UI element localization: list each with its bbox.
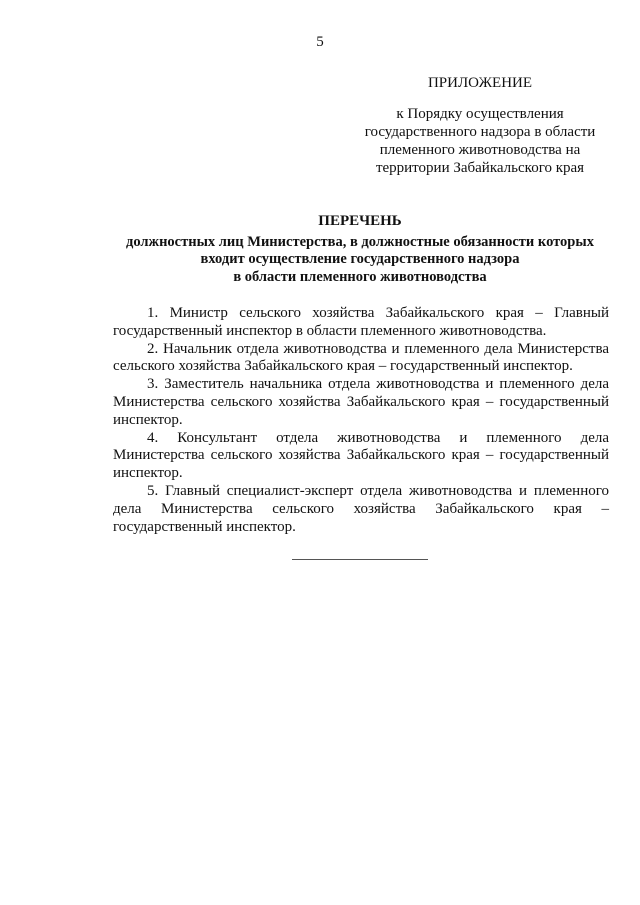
list-title: ПЕРЕЧЕНЬ	[318, 213, 402, 229]
end-separator-line	[292, 559, 428, 560]
list-heading	[90, 213, 630, 286]
list-item: 4. Консультант отдела животноводства и племенного дела Министерства сельского хозяйства Забайкальского края – государственный инспектор.	[113, 429, 609, 482]
appendix-block	[355, 74, 605, 177]
list-subtitle-line: в области племенного животноводства	[233, 268, 487, 285]
list-item: 2. Начальник отдела животноводства и племенного дела Министерства сельского хозяйства Забайкальского края – государственный инспектор.	[113, 340, 609, 375]
list-subtitle-line: входит осуществление государственного надзора	[200, 251, 520, 267]
page-number: 5	[316, 34, 324, 50]
appendix-line: к Порядку осуществления	[396, 106, 564, 122]
list-item: 1. Министр сельского хозяйства Забайкальского края – Главный государственный инспектор в области племенного животноводства.	[113, 305, 609, 339]
list-item: 3. Заместитель начальника отдела животноводства и племенного дела Министерства сельского хозяйства Забайкальского края – государственный инспектор.	[113, 376, 609, 428]
official-list	[113, 305, 609, 536]
list-subtitle-line: должностных лиц Министерства, в должностные обязанности которых	[126, 233, 594, 250]
appendix-title: ПРИЛОЖЕНИЕ	[427, 75, 533, 91]
appendix-line: территории Забайкальского края	[375, 160, 585, 176]
list-item: 5. Главный специалист-эксперт отдела животноводства и племенного дела Министерства сельского хозяйства Забайкальского края – государственный инспектор.	[113, 482, 609, 535]
appendix-line: племенного животноводства на	[379, 142, 581, 158]
appendix-line: государственного надзора в области	[364, 124, 596, 140]
